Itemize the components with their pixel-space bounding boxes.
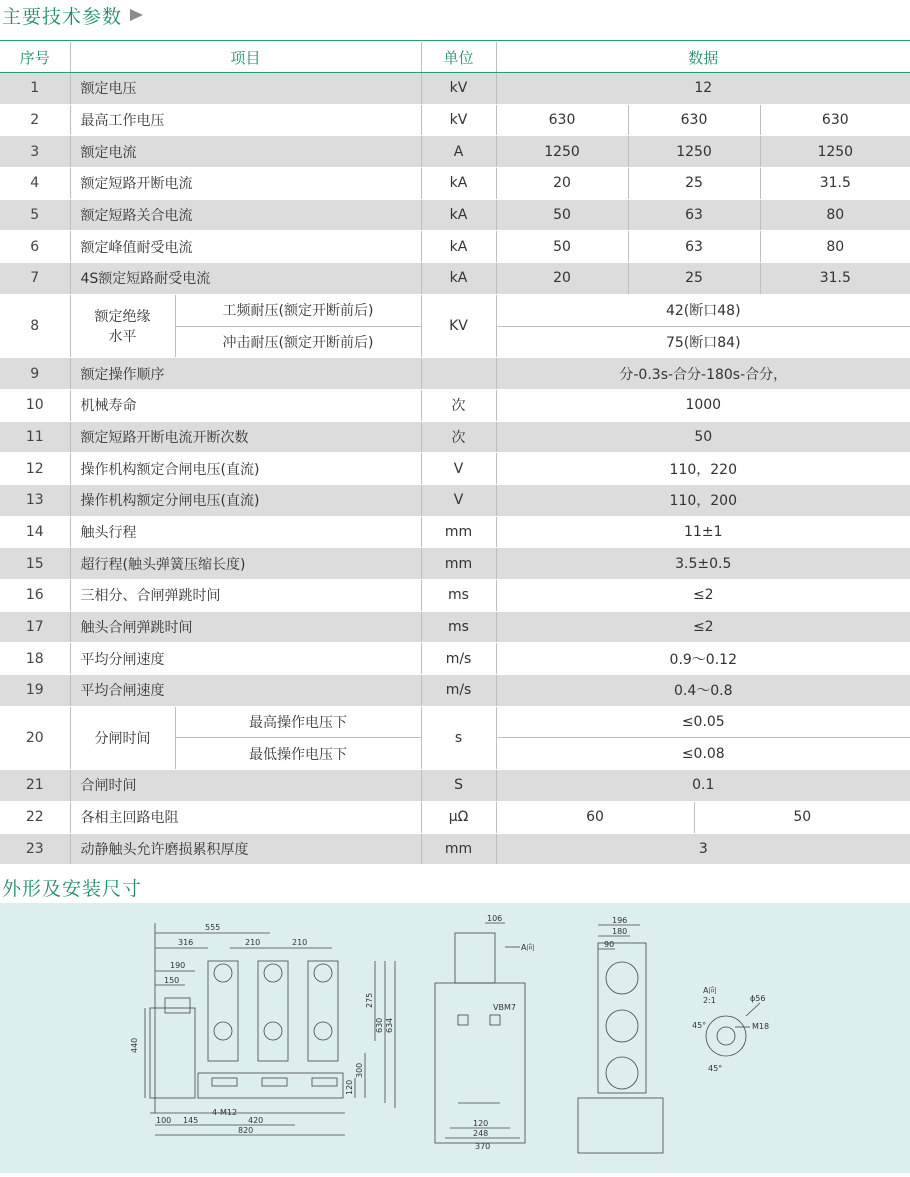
- cell-value: 1250: [760, 136, 910, 168]
- dim-145: 145: [183, 1116, 199, 1125]
- dim-316: 316: [178, 938, 194, 947]
- dim-300: 300: [355, 1062, 364, 1078]
- cell-subitem: 工频耐压(额定开断前后): [175, 294, 421, 326]
- cell-no: 16: [0, 580, 70, 612]
- table-row: [0, 833, 910, 865]
- cell-value: 0.9～0.12: [496, 643, 910, 675]
- cell-value: 630: [628, 104, 760, 136]
- top-view-labels: [604, 916, 627, 949]
- section-title-text: 外形及安装尺寸: [2, 878, 143, 900]
- table-row: [0, 770, 910, 802]
- cell-value: 25: [628, 168, 760, 200]
- dim-248: 248: [473, 1129, 489, 1138]
- cell-value: 1250: [496, 136, 628, 168]
- cell-no: 21: [0, 770, 70, 802]
- cell-item: 额定电压: [70, 73, 421, 105]
- side-window: [490, 1015, 500, 1025]
- cell-no: 9: [0, 358, 70, 390]
- top-terminal: [606, 962, 638, 994]
- mechanism-top: [165, 998, 190, 1013]
- cell-unit: kA: [421, 168, 496, 200]
- cell-value: 50: [694, 801, 910, 833]
- terminal: [214, 1022, 232, 1040]
- cell-no: 11: [0, 421, 70, 453]
- terminal: [314, 964, 332, 982]
- cell-item: 分闸时间: [70, 706, 175, 769]
- cell-item: 触头行程: [70, 516, 421, 548]
- cell-no: 18: [0, 643, 70, 675]
- table-row: [0, 104, 910, 136]
- cell-item: 各相主回路电阻: [70, 801, 421, 833]
- terminal: [264, 964, 282, 982]
- side-top: [455, 933, 495, 983]
- cell-unit: m/s: [421, 643, 496, 675]
- cell-unit: 次: [421, 389, 496, 421]
- dim-196: 196: [612, 916, 628, 925]
- cell-unit: kV: [421, 73, 496, 105]
- detail-a-labels: [692, 985, 769, 1073]
- cell-item: 额定绝缘水平: [70, 294, 175, 357]
- cell-item: 平均合闸速度: [70, 675, 421, 707]
- top-base: [578, 1098, 663, 1153]
- cell-item: 额定操作顺序: [70, 358, 421, 390]
- cell-unit: s: [421, 706, 496, 769]
- cell-item: 超行程(触头弹簧压缩长度): [70, 548, 421, 580]
- dim-210: 210: [245, 938, 261, 947]
- cell-unit: kA: [421, 263, 496, 295]
- cell-item: 平均分闸速度: [70, 643, 421, 675]
- cell-value: 12: [496, 73, 910, 105]
- slot: [212, 1078, 237, 1086]
- cell-no: 1: [0, 73, 70, 105]
- slot: [262, 1078, 287, 1086]
- table-row: [0, 516, 910, 548]
- cell-value: ≤0.05: [496, 706, 910, 738]
- top-terminal: [606, 1010, 638, 1042]
- table-header: [0, 42, 910, 73]
- cell-value: 110，220: [496, 453, 910, 485]
- detail-inner-circle: [717, 1027, 735, 1045]
- cell-no: 10: [0, 389, 70, 421]
- section-title-text: 主要技术参数: [2, 6, 123, 28]
- dim-190: 190: [170, 961, 186, 970]
- cell-no: 13: [0, 484, 70, 516]
- cell-value: 分-0.3s-合分-180s-合分，: [496, 358, 910, 390]
- cell-value: 42(断口48): [496, 294, 910, 326]
- cell-item: 机械寿命: [70, 389, 421, 421]
- cell-value: 11±1: [496, 516, 910, 548]
- table-row: [0, 294, 910, 326]
- cell-value: 20: [496, 168, 628, 200]
- dim-210: 210: [292, 938, 308, 947]
- table-row: [0, 231, 910, 263]
- cell-value: 50: [496, 199, 628, 231]
- cell-unit: kV: [421, 104, 496, 136]
- cell-item: 操作机构额定分闸电压(直流): [70, 484, 421, 516]
- cell-no: 17: [0, 611, 70, 643]
- cell-value: 80: [760, 199, 910, 231]
- table-row: [0, 263, 910, 295]
- label-angle: 45°: [692, 1021, 707, 1030]
- table-row: [0, 136, 910, 168]
- dim-275: 275: [365, 992, 374, 1008]
- leader-line: [746, 1003, 760, 1016]
- cell-value: ≤0.08: [496, 738, 910, 770]
- cell-value: 3.5±0.5: [496, 548, 910, 580]
- header-item: 项目: [70, 42, 421, 73]
- triangle-right-icon: [130, 9, 143, 21]
- dim-820: 820: [238, 1126, 254, 1135]
- cell-value: 0.1: [496, 770, 910, 802]
- phase-pole: [308, 961, 338, 1061]
- cell-item: 合闸时间: [70, 770, 421, 802]
- cell-no: 15: [0, 548, 70, 580]
- table-row: [0, 611, 910, 643]
- cell-item: 4S额定短路耐受电流: [70, 263, 421, 295]
- cell-unit: mm: [421, 833, 496, 865]
- cell-unit: ms: [421, 611, 496, 643]
- cell-no: 3: [0, 136, 70, 168]
- terminal: [264, 1022, 282, 1040]
- cell-subitem: 冲击耐压(额定开断前后): [175, 326, 421, 358]
- cell-value: 110，200: [496, 484, 910, 516]
- side-window: [458, 1015, 468, 1025]
- table-row: [0, 801, 910, 833]
- phase-pole: [258, 961, 288, 1061]
- front-view-labels: [130, 923, 394, 1135]
- top-view: [578, 925, 663, 1153]
- mechanism-side: [150, 1008, 195, 1098]
- cell-value: 63: [628, 199, 760, 231]
- cell-value: 630: [760, 104, 910, 136]
- cell-value: 20: [496, 263, 628, 295]
- cell-value: 25: [628, 263, 760, 295]
- dim-420: 420: [248, 1116, 264, 1125]
- cell-no: 19: [0, 675, 70, 707]
- cell-item: 额定电流: [70, 136, 421, 168]
- dim-120: 120: [473, 1119, 489, 1128]
- dim-120: 120: [345, 1079, 354, 1095]
- cell-unit: μΩ: [421, 801, 496, 833]
- phase-pole: [208, 961, 238, 1061]
- label-detail-a: A向: [703, 986, 717, 995]
- front-view: [145, 923, 395, 1135]
- label-scale: 2:1: [703, 996, 716, 1005]
- dim-555: 555: [205, 923, 221, 932]
- table-row: [0, 358, 910, 390]
- header-data: 数据: [496, 42, 910, 73]
- cell-item: 操作机构额定合闸电压(直流): [70, 453, 421, 485]
- cell-no: 23: [0, 833, 70, 865]
- cell-value: 63: [628, 231, 760, 263]
- cell-no: 2: [0, 104, 70, 136]
- dim-90: 90: [604, 940, 615, 949]
- table-row: [0, 421, 910, 453]
- table-row: [0, 199, 910, 231]
- dim-180: 180: [612, 927, 628, 936]
- cell-item: 额定短路关合电流: [70, 199, 421, 231]
- dimension-drawing: [0, 903, 910, 1173]
- cell-no: 4: [0, 168, 70, 200]
- label-view-a: A向: [521, 943, 535, 952]
- table-row: [0, 580, 910, 612]
- table-row: [0, 73, 910, 105]
- dim-440: 440: [130, 1037, 139, 1053]
- divider: [0, 40, 910, 41]
- cell-no: 6: [0, 231, 70, 263]
- dim-370: 370: [475, 1142, 491, 1151]
- spec-table: [0, 42, 910, 865]
- cell-item: 额定短路开断电流开断次数: [70, 421, 421, 453]
- top-body: [598, 943, 646, 1093]
- base-frame: [198, 1073, 343, 1098]
- table-row: [0, 643, 910, 675]
- cell-unit: 次: [421, 421, 496, 453]
- dim-150: 150: [164, 976, 180, 985]
- cell-value: 1250: [628, 136, 760, 168]
- cell-value: 50: [496, 421, 910, 453]
- cell-no: 22: [0, 801, 70, 833]
- cell-value: 31.5: [760, 263, 910, 295]
- cell-value: ≤2: [496, 611, 910, 643]
- cell-unit: A: [421, 136, 496, 168]
- cell-no: 7: [0, 263, 70, 295]
- terminal: [314, 1022, 332, 1040]
- cell-value: 60: [496, 801, 694, 833]
- cell-subitem: 最高操作电压下: [175, 706, 421, 738]
- terminal: [214, 964, 232, 982]
- table-row: [0, 453, 910, 485]
- dimension-drawing-panel: [0, 903, 910, 1173]
- table-row: [0, 389, 910, 421]
- table-row: [0, 675, 910, 707]
- dim-630: 630: [375, 1017, 384, 1033]
- cell-unit: mm: [421, 548, 496, 580]
- cell-value: 630: [496, 104, 628, 136]
- dim-106: 106: [487, 914, 503, 923]
- table-row: [0, 484, 910, 516]
- cell-subitem: 最低操作电压下: [175, 738, 421, 770]
- cell-unit: KV: [421, 294, 496, 357]
- cell-item: 最高工作电压: [70, 104, 421, 136]
- cell-value: 31.5: [760, 168, 910, 200]
- cell-unit: V: [421, 453, 496, 485]
- cell-item: 动静触头允许磨损累积厚度: [70, 833, 421, 865]
- cell-no: 5: [0, 199, 70, 231]
- table-row: [0, 168, 910, 200]
- cell-value: 1000: [496, 389, 910, 421]
- cell-unit: V: [421, 484, 496, 516]
- cell-value: 3: [496, 833, 910, 865]
- section-title-specs: [0, 0, 910, 38]
- cell-value: 75(断口84): [496, 326, 910, 358]
- label-phi56: ϕ56: [750, 994, 766, 1003]
- detail-outer-circle: [706, 1016, 746, 1056]
- cell-value: 0.4～0.8: [496, 675, 910, 707]
- cell-no: 20: [0, 706, 70, 769]
- dim-634: 634: [385, 1017, 394, 1033]
- cell-no: 8: [0, 294, 70, 357]
- cell-item: 三相分、合闸弹跳时间: [70, 580, 421, 612]
- label-m18: M18: [752, 1022, 770, 1031]
- cell-item: 触头合闸弹跳时间: [70, 611, 421, 643]
- slot: [312, 1078, 337, 1086]
- cell-no: 12: [0, 453, 70, 485]
- cell-value: ≤2: [496, 580, 910, 612]
- label-angle: 45°: [708, 1064, 723, 1073]
- top-terminal: [606, 1057, 638, 1089]
- cell-unit: m/s: [421, 675, 496, 707]
- cell-value: 80: [760, 231, 910, 263]
- cell-unit: kA: [421, 199, 496, 231]
- cell-unit: kA: [421, 231, 496, 263]
- header-no: 序号: [0, 42, 70, 73]
- label-4-m12: 4-M12: [212, 1108, 238, 1117]
- cell-value: 50: [496, 231, 628, 263]
- cell-item: 额定短路开断电流: [70, 168, 421, 200]
- table-row: [0, 548, 910, 580]
- header-unit: 单位: [421, 42, 496, 73]
- side-view: [435, 923, 525, 1143]
- cell-item: 额定峰值耐受电流: [70, 231, 421, 263]
- cell-unit: S: [421, 770, 496, 802]
- cell-unit: ms: [421, 580, 496, 612]
- cell-unit: [421, 358, 496, 390]
- table-body: [0, 73, 910, 865]
- cell-unit: mm: [421, 516, 496, 548]
- cell-no: 14: [0, 516, 70, 548]
- table-row: [0, 706, 910, 738]
- label-model: VBM7: [493, 1003, 516, 1012]
- dim-100: 100: [156, 1116, 172, 1125]
